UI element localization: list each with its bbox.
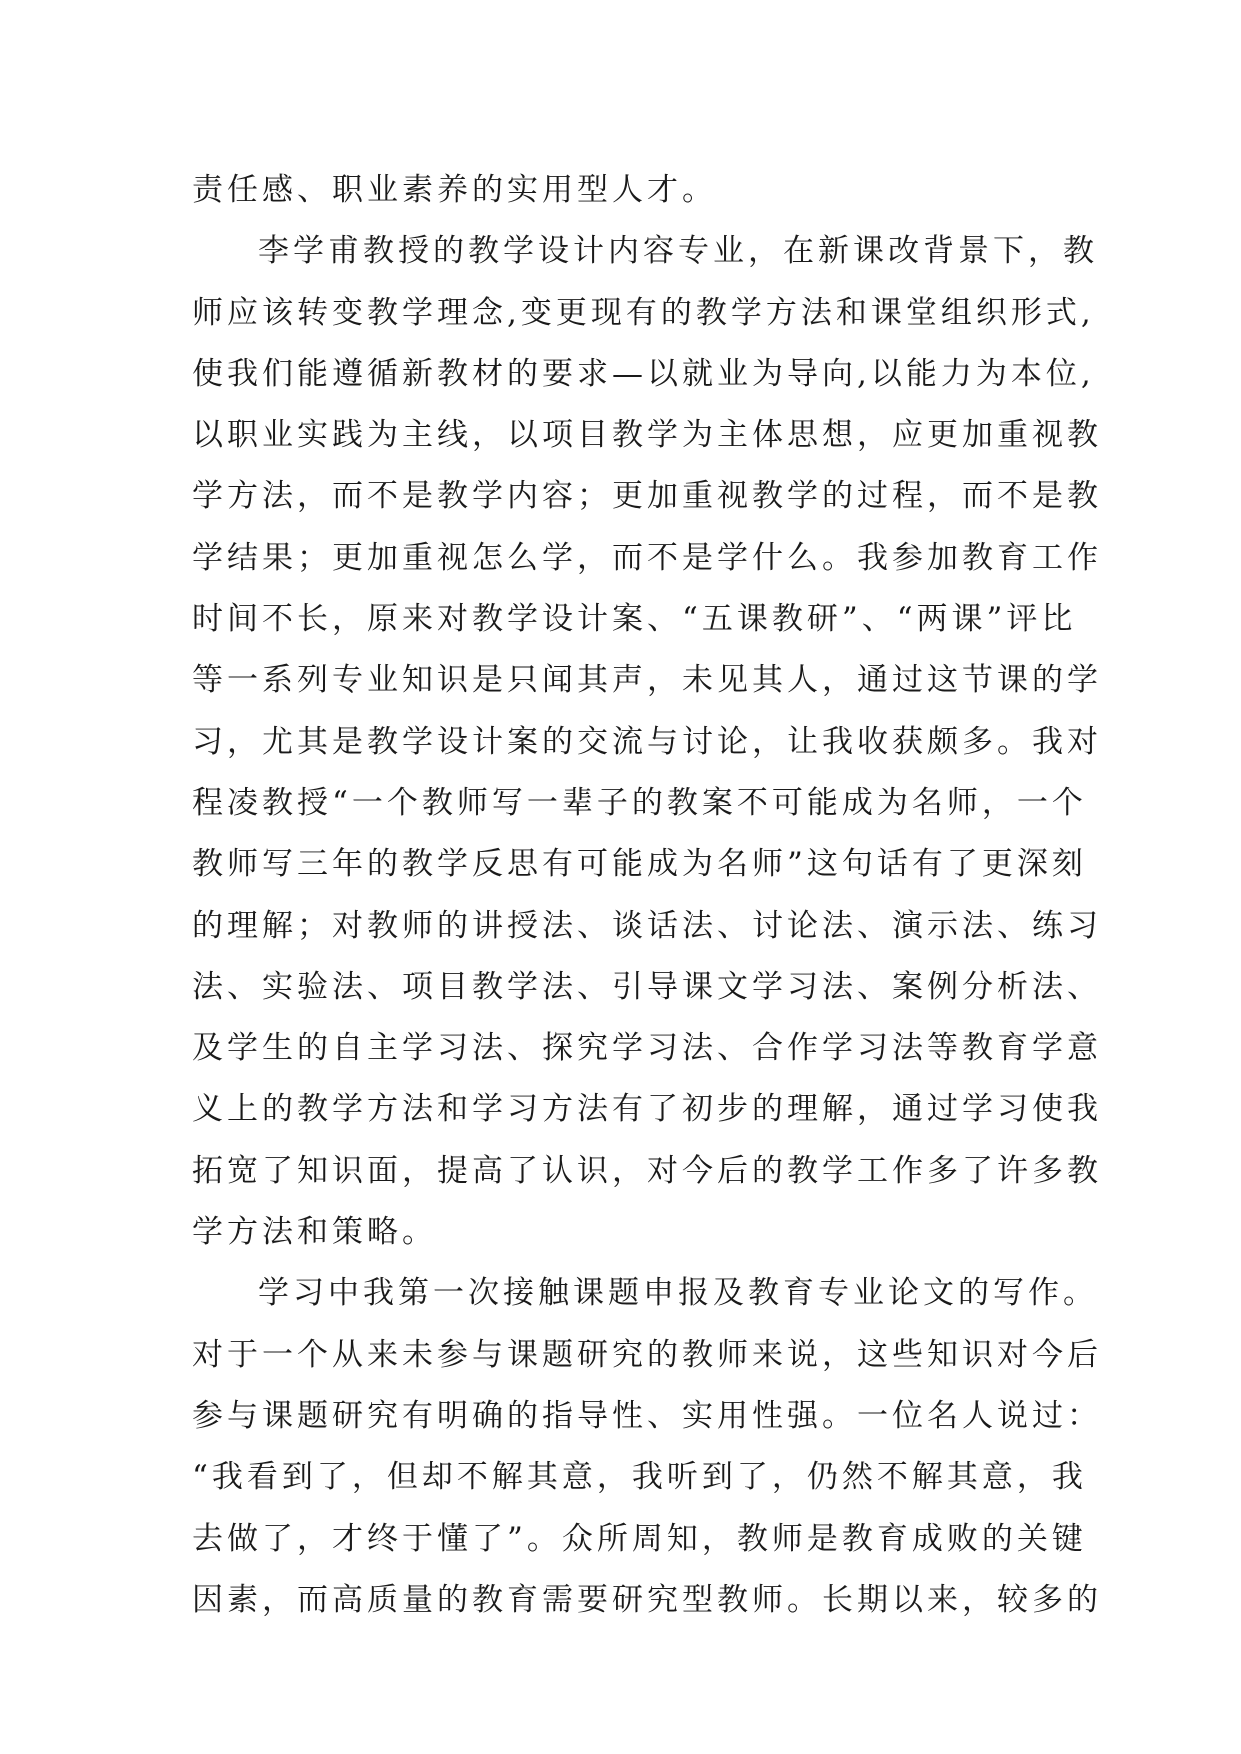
text-line: 师应该转变教学理念,变更现有的教学方法和课堂组织形式, xyxy=(192,294,1095,331)
text-line: 法、实验法、项目教学法、引导课文学习法、案例分析法、 xyxy=(192,968,1102,1005)
text-line: 对于一个从来未参与课题研究的教师来说，这些知识对今后 xyxy=(192,1336,1102,1373)
text-line: 去做了，才终于懂了”。众所周知，教师是教育成败的关键 xyxy=(192,1520,1087,1557)
text-line: 习，尤其是教学设计案的交流与讨论，让我收获颇多。我对 xyxy=(192,723,1102,760)
text-line: “我看到了，但却不解其意，我听到了，仍然不解其意，我 xyxy=(192,1459,1087,1496)
text-line: 的理解；对教师的讲授法、谈话法、讨论法、演示法、练习 xyxy=(192,907,1102,944)
text-line: 等一系列专业知识是只闻其声，未见其人，通过这节课的学 xyxy=(192,662,1102,699)
text-line: 教师写三年的教学反思有可能成为名师”这句话有了更深刻 xyxy=(192,846,1087,883)
text-line: 及学生的自主学习法、探究学习法、合作学习法等教育学意 xyxy=(192,1030,1102,1067)
text-line: 学方法，而不是教学内容；更加重视教学的过程，而不是教 xyxy=(192,478,1102,515)
text-line: 因素，而高质量的教育需要研究型教师。长期以来，较多的 xyxy=(192,1581,1102,1618)
text-line: 李学甫教授的教学设计内容专业，在新课改背景下，教 xyxy=(258,233,1098,270)
text-line: 责任感、职业素养的实用型人才。 xyxy=(192,172,717,208)
text-line: 以职业实践为主线，以项目教学为主体思想，应更加重视教 xyxy=(192,417,1102,454)
text-line: 使我们能遵循新教材的要求—以就业为导向,以能力为本位, xyxy=(192,355,1095,392)
document-body xyxy=(192,160,1102,1631)
text-line: 学习中我第一次接触课题申报及教育专业论文的写作。 xyxy=(258,1275,1098,1312)
text-line: 程凌教授“一个教师写一辈子的教案不可能成为名师，一个 xyxy=(192,784,1087,821)
text-line: 学结果；更加重视怎么学，而不是学什么。我参加教育工作 xyxy=(192,539,1102,576)
text-line: 时间不长，原来对教学设计案、“五课教研”、“两课”评比 xyxy=(192,601,1077,638)
text-line: 学方法和策略。 xyxy=(192,1214,437,1251)
text-line: 义上的教学方法和学习方法有了初步的理解，通过学习使我 xyxy=(192,1091,1102,1128)
text-line: 拓宽了知识面，提高了认识，对今后的教学工作多了许多教 xyxy=(192,1152,1102,1189)
text-line: 参与课题研究有明确的指导性、实用性强。一位名人说过： xyxy=(192,1397,1102,1434)
